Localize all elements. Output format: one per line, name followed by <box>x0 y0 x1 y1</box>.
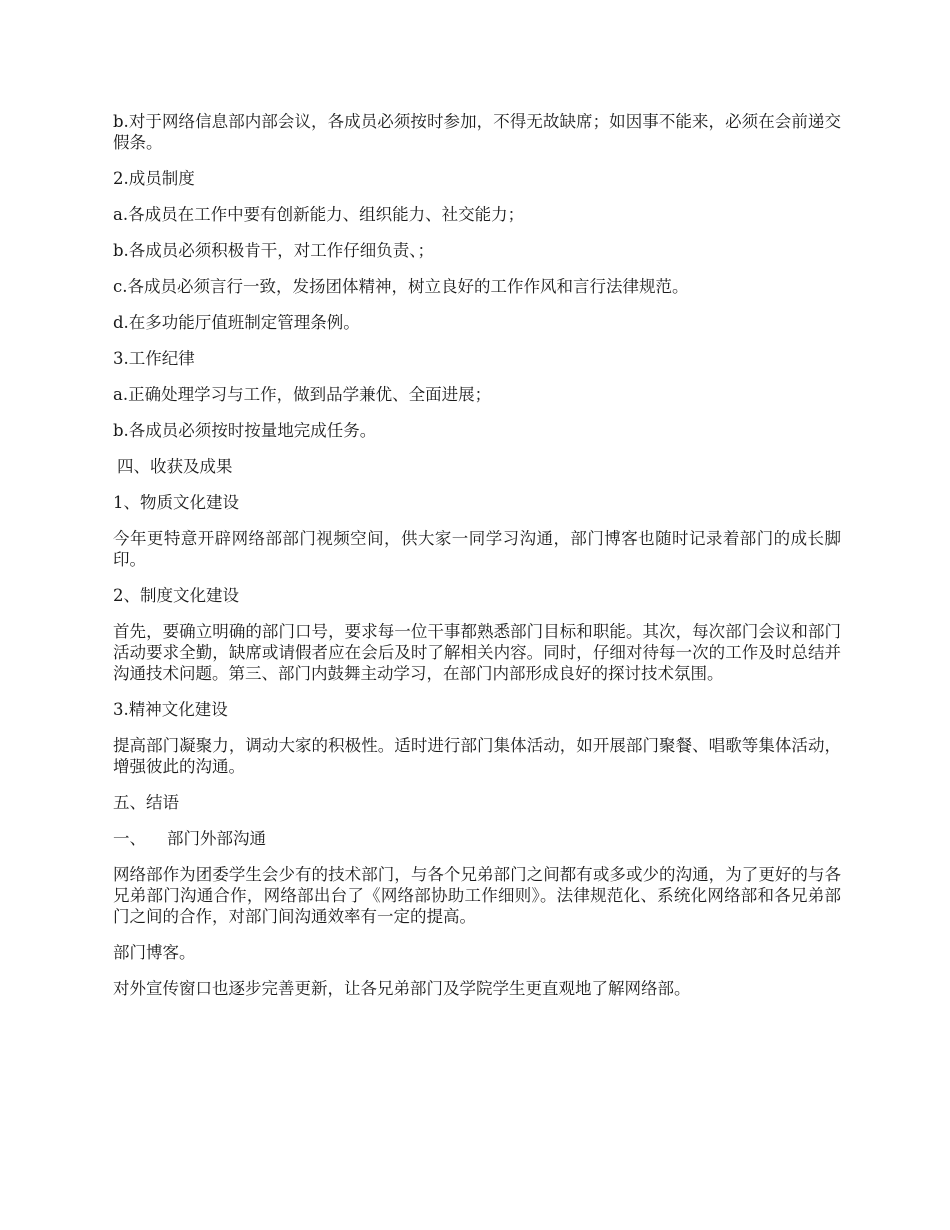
paragraph-member-ability: a.各成员在工作中要有创新能力、组织能力、社交能力； <box>113 205 525 224</box>
heading-system-culture: 2、制度文化建设 <box>113 586 239 605</box>
paragraph-cohesion: 提高部门凝聚力，调动大家的积极性。适时进行部门集体活动，如开展部门聚餐、唱歌等集体活动，增强彼此的沟通。 <box>113 736 841 776</box>
paragraph-meeting-attendance: b.对于网络信息部内部会议，各成员必须按时参加，不得无故缺席；如因事不能来，必须在会前递交假条。 <box>113 112 841 152</box>
list-heading-text: 部门外部沟通 <box>167 829 266 848</box>
paragraph-duty-rules: d.在多功能厅值班制定管理条例。 <box>113 313 360 332</box>
heading-work-discipline: 3.工作纪律 <box>113 349 195 368</box>
paragraph-cooperation: 网络部作为团委学生会少有的技术部门，与各个兄弟部门之间都有或多或少的沟通，为了更好的与各兄弟部门沟通合作，网络部出台了《网络部协助工作细则》。法律规范化、系统化网络部和各兄弟部门之间的合作，对部门间沟通效率有一定的提高。 <box>113 865 841 926</box>
paragraph-publicity-window: 对外宣传窗口也逐步完善更新，让各兄弟部门及学院学生更直观地了解网络部。 <box>113 979 691 998</box>
paragraph-complete-tasks: b.各成员必须按时按量地完成任务。 <box>113 421 377 440</box>
paragraph-video-space: 今年更特意开辟网络部部门视频空间，供大家一同学习沟通，部门博客也随时记录着部门的成长脚印。 <box>113 529 841 569</box>
heading-achievements: 四、收获及成果 <box>117 457 233 476</box>
paragraph-department-slogan: 首先，要确立明确的部门口号，要求每一位干事都熟悉部门目标和职能。其次，每次部门会议和部门活动要求全勤，缺席或请假者应在会后及时了解相关内容。同时，仔细对待每一次的工作及时总结并沟通技术问题。第三、部门内鼓舞主动学习，在部门内部形成良好的探讨技术氛围。 <box>113 622 841 683</box>
paragraph-study-work: a.正确处理学习与工作，做到品学兼优、全面进展； <box>113 385 492 404</box>
heading-member-system: 2.成员制度 <box>113 169 195 188</box>
heading-material-culture: 1、物质文化建设 <box>113 493 239 512</box>
paragraph-member-conduct: c.各成员必须言行一致，发扬团体精神，树立良好的工作作风和言行法律规范。 <box>113 277 689 296</box>
heading-spirit-culture: 3.精神文化建设 <box>113 700 228 719</box>
paragraph-department-blog: 部门博客。 <box>113 943 196 962</box>
heading-external-communication <box>113 828 841 849</box>
list-number: 一、 <box>113 829 146 848</box>
paragraph-member-diligence: b.各成员必须积极肯干，对工作仔细负责、； <box>113 241 435 260</box>
heading-conclusion: 五、结语 <box>113 793 179 812</box>
document-body <box>113 111 841 1014</box>
